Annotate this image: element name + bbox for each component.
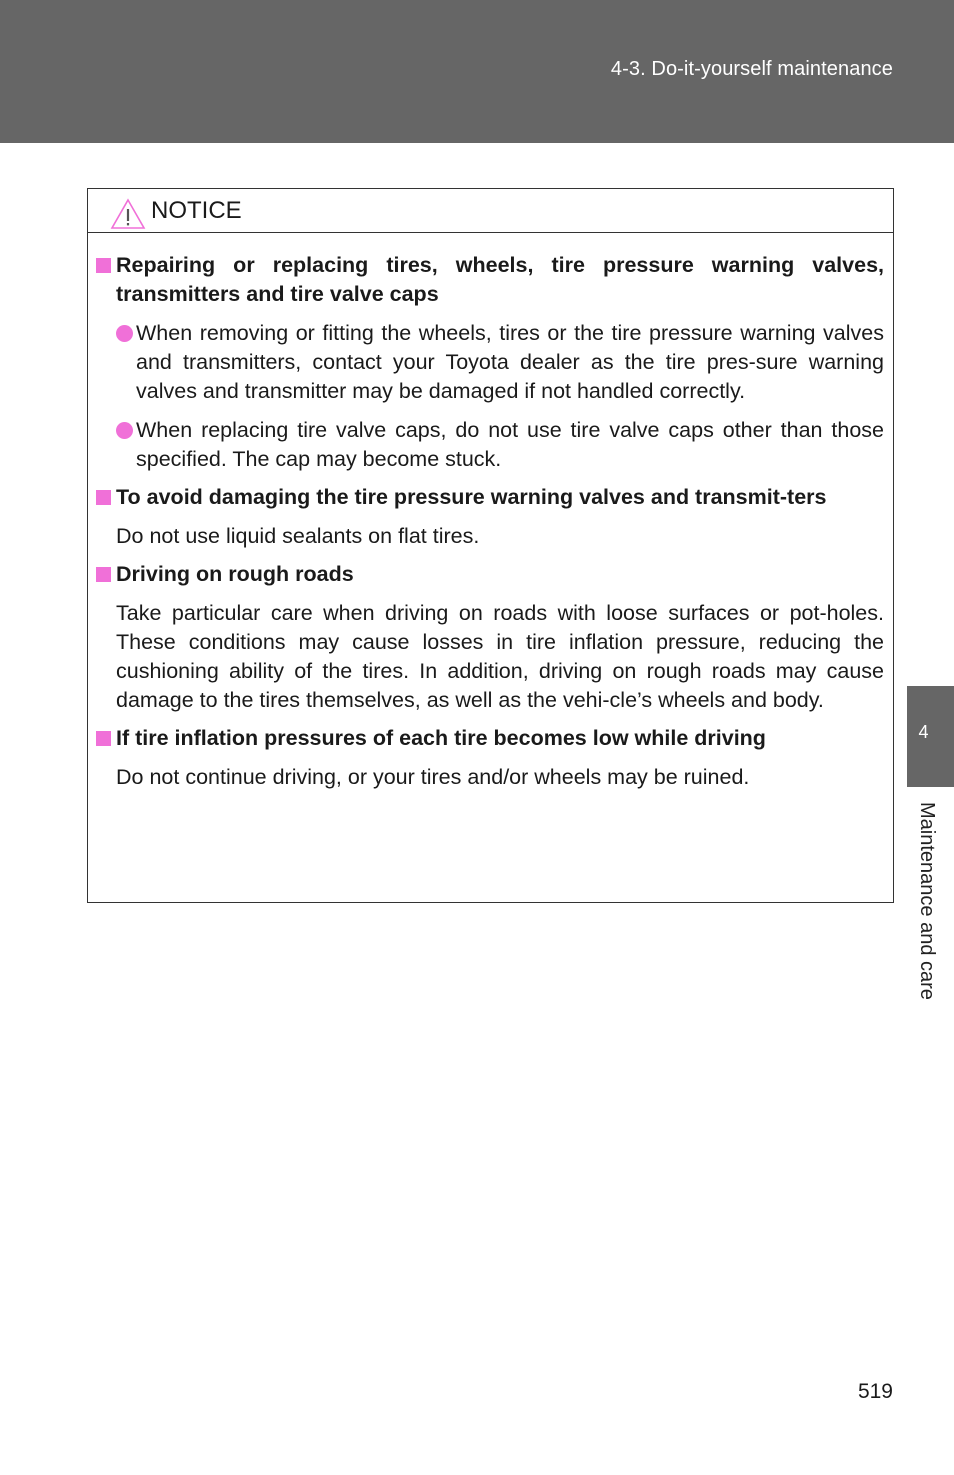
chapter-tab [907, 686, 954, 787]
circle-bullet-icon [116, 325, 133, 342]
section-body: Take particular care when driving on roads with loose surfaces or pot-holes. These conditions may cause losses in tire inflation pressure, reducing the cushioning ability of the tires. In addition, driving on rough roads may cause damage to the tires themselves, as well as the vehi-cle’s wheels and body. [116, 601, 884, 712]
section-body: Do not continue driving, or your tires and/or wheels may be ruined. [116, 765, 750, 789]
section-heading: If tire inflation pressures of each tire becomes low while driving [116, 724, 884, 753]
list-item: When replacing tire valve caps, do not use tire valve caps other than those specified. The cap may become stuck. [136, 416, 884, 474]
page-number: 519 [857, 1380, 893, 1403]
section-heading: Driving on rough roads [116, 560, 884, 589]
notice-box [87, 188, 894, 903]
notice-label: NOTICE [151, 197, 242, 224]
warning-triangle-icon [110, 198, 146, 230]
page-header [0, 0, 954, 143]
section-title: 4-3. Do-it-yourself maintenance [610, 58, 893, 80]
square-bullet-icon [96, 258, 111, 273]
section-body: Do not use liquid sealants on flat tires. [116, 524, 480, 548]
notice-header [88, 189, 893, 233]
chapter-number: 4 [918, 722, 929, 742]
section-heading: To avoid damaging the tire pressure warning valves and transmit-ters [116, 483, 884, 512]
square-bullet-icon [96, 731, 111, 746]
section-heading: Repairing or replacing tires, wheels, tire pressure warning valves, transmitters and tire valve caps [116, 251, 884, 309]
chapter-label: Maintenance and care [916, 802, 938, 1000]
square-bullet-icon [96, 567, 111, 582]
circle-bullet-icon [116, 422, 133, 439]
notice-content [88, 251, 893, 792]
list-item: When removing or fitting the wheels, tires or the tire pressure warning valves and transmitters, contact your Toyota dealer as the tire pres-sure warning valves and transmitter may be damaged if not handled correctly. [136, 319, 884, 406]
square-bullet-icon [96, 490, 111, 505]
